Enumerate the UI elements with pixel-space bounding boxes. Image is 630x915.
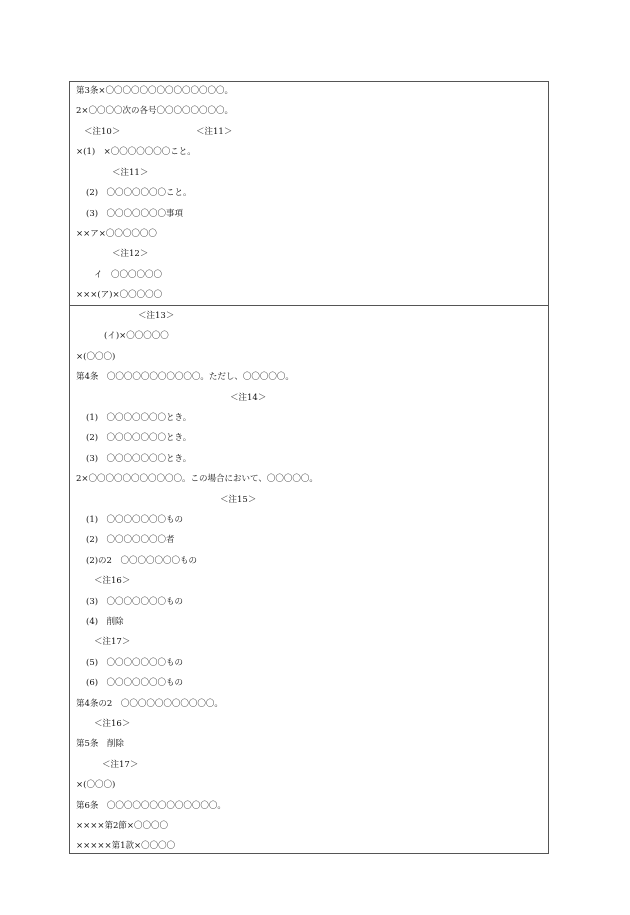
- text-line: ×××(ア)×〇〇〇〇〇: [76, 290, 163, 300]
- note-label: ＜注11＞: [112, 168, 149, 178]
- text-line: (3) 〇〇〇〇〇〇〇とき。: [86, 454, 192, 464]
- text-line: (イ)×〇〇〇〇〇: [104, 331, 169, 341]
- lower-text-box: [69, 305, 549, 854]
- text-line: 2×〇〇〇〇次の各号〇〇〇〇〇〇〇〇。: [76, 106, 234, 116]
- note-label: ＜注17＞: [94, 637, 131, 647]
- note-label: ＜注12＞: [112, 249, 149, 259]
- note-label: ＜注14＞: [230, 393, 267, 403]
- text-line: (1) 〇〇〇〇〇〇〇とき。: [86, 413, 192, 423]
- upper-text-box: [69, 81, 549, 306]
- text-line: 第3条×〇〇〇〇〇〇〇〇〇〇〇〇〇〇。: [76, 86, 234, 96]
- note-label: ＜注13＞: [138, 311, 175, 321]
- subsection-heading: ×××××第1款×〇〇〇〇: [76, 841, 176, 851]
- article-line: 第4条 〇〇〇〇〇〇〇〇〇〇〇。ただし、〇〇〇〇〇。: [76, 372, 294, 382]
- text-line: (5) 〇〇〇〇〇〇〇もの: [86, 658, 184, 668]
- note-label: ＜注17＞: [102, 760, 139, 770]
- section-heading: ××××第2節×〇〇〇〇: [76, 821, 169, 831]
- text-line: (2) 〇〇〇〇〇〇〇こと。: [86, 188, 192, 198]
- text-line: (6) 〇〇〇〇〇〇〇もの: [86, 678, 184, 688]
- text-line: (2)の2 〇〇〇〇〇〇〇もの: [86, 556, 197, 566]
- text-line: (1) 〇〇〇〇〇〇〇もの: [86, 515, 184, 525]
- text-line: (3) 〇〇〇〇〇〇〇もの: [86, 597, 184, 607]
- text-line: (2) 〇〇〇〇〇〇〇者: [86, 535, 175, 545]
- text-line: ××ア×〇〇〇〇〇〇: [76, 229, 157, 239]
- text-line: ×(1) ×〇〇〇〇〇〇〇こと。: [76, 147, 196, 157]
- note-label: ＜注11＞: [196, 127, 233, 137]
- text-line: (2) 〇〇〇〇〇〇〇とき。: [86, 433, 192, 443]
- note-label: ＜注15＞: [220, 495, 257, 505]
- article-line: 第6条 〇〇〇〇〇〇〇〇〇〇〇〇〇。: [76, 801, 226, 811]
- article-line: 第4条の2 〇〇〇〇〇〇〇〇〇〇〇。: [76, 699, 223, 709]
- note-label: ＜注10＞: [84, 127, 121, 137]
- note-label: ＜注16＞: [94, 576, 131, 586]
- text-line: ×(〇〇〇): [76, 352, 116, 362]
- text-line: イ 〇〇〇〇〇〇: [94, 270, 163, 280]
- text-line: (4) 削除: [86, 617, 124, 627]
- article-line: 第5条 削除: [76, 739, 124, 749]
- text-line: 2×〇〇〇〇〇〇〇〇〇〇〇。この場合において、〇〇〇〇〇。: [76, 474, 318, 484]
- text-line: (3) 〇〇〇〇〇〇〇事項: [86, 209, 184, 219]
- note-label: ＜注16＞: [94, 719, 131, 729]
- text-line: ×(〇〇〇): [76, 780, 116, 790]
